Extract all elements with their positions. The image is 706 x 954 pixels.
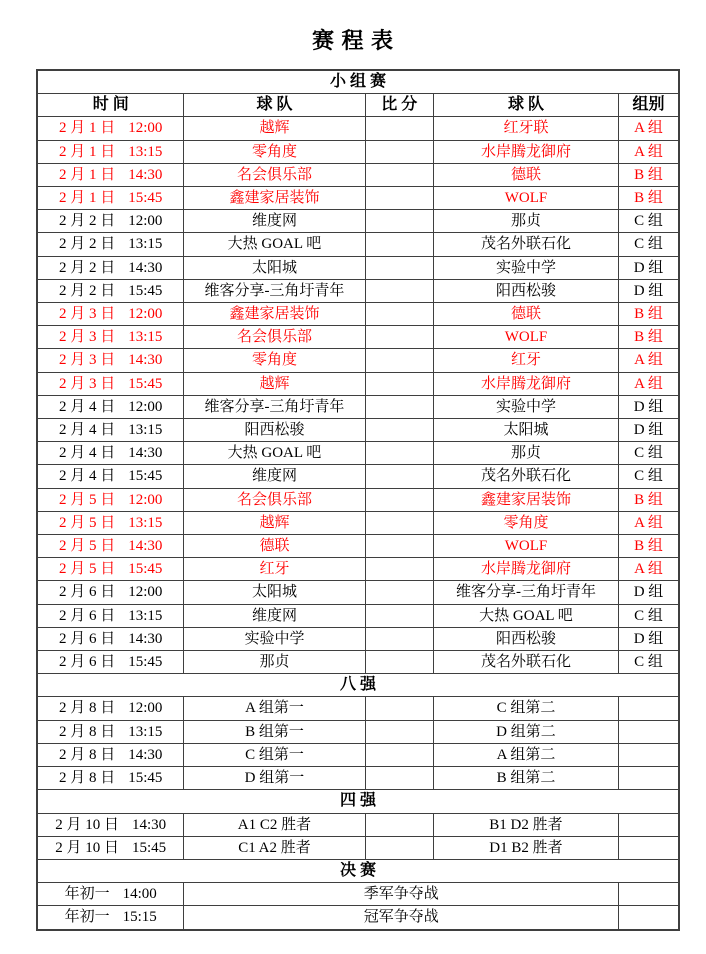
score-cell — [365, 233, 433, 256]
group-cell — [619, 906, 679, 930]
match-row — [37, 163, 679, 186]
match-date: 2 月 3 日 — [58, 352, 116, 369]
time-cell — [37, 419, 184, 442]
score-cell — [365, 419, 433, 442]
away-team-cell: 大热 GOAL 吧 — [433, 604, 618, 627]
page-title: 赛 程 表 — [311, 28, 394, 53]
match-title-cell: 冠军争夺战 — [184, 906, 619, 930]
home-team-cell: 名会俱乐部 — [184, 488, 365, 511]
match-title-cell: 季军争夺战 — [184, 883, 619, 906]
match-date: 2 月 4 日 — [58, 445, 116, 462]
group-cell: A 组 — [619, 511, 679, 534]
away-team-cell: 零角度 — [433, 511, 618, 534]
match-time: 15:45 — [128, 770, 163, 787]
score-cell — [365, 140, 433, 163]
match-date: 2 月 5 日 — [58, 514, 116, 531]
match-row — [37, 210, 679, 233]
time-cell — [37, 187, 184, 210]
match-row — [37, 836, 679, 859]
time-cell — [37, 906, 184, 930]
score-cell — [365, 326, 433, 349]
match-date: 2 月 3 日 — [58, 375, 116, 392]
home-team-cell: 维客分享-三角圩青年 — [184, 279, 365, 302]
match-date: 2 月 1 日 — [58, 166, 116, 183]
away-team-cell: 鑫建家居装饰 — [433, 488, 618, 511]
section-header-quarterfinals — [37, 674, 679, 697]
match-row — [37, 720, 679, 743]
score-cell — [365, 720, 433, 743]
score-cell — [365, 372, 433, 395]
group-cell: B 组 — [619, 326, 679, 349]
match-row — [37, 488, 679, 511]
away-team-cell: 阳西松骏 — [433, 627, 618, 650]
column-header-score: 比 分 — [365, 94, 433, 117]
score-cell — [365, 279, 433, 302]
score-cell — [365, 163, 433, 186]
match-row — [37, 465, 679, 488]
score-cell — [365, 210, 433, 233]
time-cell — [37, 743, 184, 766]
match-time: 14:30 — [128, 630, 163, 647]
time-cell — [37, 140, 184, 163]
time-cell — [37, 210, 184, 233]
away-team-cell: 实验中学 — [433, 256, 618, 279]
home-team-cell: A1 C2 胜者 — [184, 813, 365, 836]
group-cell: A 组 — [619, 558, 679, 581]
match-date: 2 月 1 日 — [58, 120, 116, 137]
home-team-cell: 鑫建家居装饰 — [184, 303, 365, 326]
group-cell — [619, 743, 679, 766]
score-cell — [365, 813, 433, 836]
match-time: 15:45 — [128, 190, 163, 207]
time-cell — [37, 627, 184, 650]
home-team-cell: 越辉 — [184, 511, 365, 534]
group-cell: C 组 — [619, 604, 679, 627]
match-time: 13:15 — [128, 143, 163, 160]
group-cell: C 组 — [619, 465, 679, 488]
away-team-cell: 水岸腾龙御府 — [433, 140, 618, 163]
away-team-cell: C 组第二 — [433, 697, 618, 720]
group-cell: B 组 — [619, 303, 679, 326]
match-time: 15:45 — [131, 839, 167, 856]
away-team-cell: 实验中学 — [433, 395, 618, 418]
score-cell — [365, 697, 433, 720]
section-header-label: 决 赛 — [37, 859, 679, 882]
time-cell — [37, 813, 184, 836]
match-time: 15:45 — [128, 468, 163, 485]
time-cell — [37, 558, 184, 581]
score-cell — [365, 535, 433, 558]
score-cell — [365, 743, 433, 766]
match-row — [37, 419, 679, 442]
match-row — [37, 140, 679, 163]
score-cell — [365, 488, 433, 511]
match-date: 2 月 5 日 — [58, 491, 116, 508]
score-cell — [365, 303, 433, 326]
home-team-cell: 零角度 — [184, 349, 365, 372]
column-header-row — [37, 94, 679, 117]
group-cell: D 组 — [619, 581, 679, 604]
match-row — [37, 651, 679, 674]
home-team-cell: 名会俱乐部 — [184, 326, 365, 349]
match-date: 2 月 8 日 — [58, 746, 116, 763]
match-row — [37, 279, 679, 302]
section-header-final — [37, 859, 679, 882]
time-cell — [37, 511, 184, 534]
match-date: 2 月 3 日 — [58, 329, 116, 346]
group-cell: D 组 — [619, 279, 679, 302]
group-cell: B 组 — [619, 187, 679, 210]
match-date: 2 月 2 日 — [58, 259, 116, 276]
time-cell — [37, 372, 184, 395]
time-cell — [37, 442, 184, 465]
time-cell — [37, 720, 184, 743]
group-cell: B 组 — [619, 535, 679, 558]
home-team-cell: D 组第一 — [184, 767, 365, 790]
match-date: 2 月 4 日 — [58, 468, 116, 485]
time-cell — [37, 256, 184, 279]
match-time: 14:30 — [128, 259, 163, 276]
match-date: 2 月 10 日 — [55, 816, 119, 833]
away-team-cell: WOLF — [433, 187, 618, 210]
column-header-time: 时 间 — [37, 94, 184, 117]
match-row — [37, 535, 679, 558]
time-cell — [37, 604, 184, 627]
time-cell — [37, 163, 184, 186]
away-team-cell: 维客分享-三角圩青年 — [433, 581, 618, 604]
time-cell — [37, 651, 184, 674]
column-header-group: 组别 — [619, 94, 679, 117]
time-cell — [37, 395, 184, 418]
time-cell — [37, 233, 184, 256]
match-row — [37, 303, 679, 326]
home-team-cell: 大热 GOAL 吧 — [184, 442, 365, 465]
score-cell — [365, 604, 433, 627]
away-team-cell: A 组第二 — [433, 743, 618, 766]
group-cell — [619, 836, 679, 859]
score-cell — [365, 187, 433, 210]
group-cell — [619, 767, 679, 790]
group-cell: D 组 — [619, 256, 679, 279]
match-time: 12:00 — [128, 306, 163, 323]
match-time: 15:15 — [122, 909, 157, 926]
away-team-cell: D 组第二 — [433, 720, 618, 743]
home-team-cell: 零角度 — [184, 140, 365, 163]
match-row — [37, 697, 679, 720]
match-date: 2 月 6 日 — [58, 607, 116, 624]
home-team-cell: 名会俱乐部 — [184, 163, 365, 186]
group-cell: A 组 — [619, 349, 679, 372]
home-team-cell: C1 A2 胜者 — [184, 836, 365, 859]
match-date: 2 月 8 日 — [58, 700, 116, 717]
away-team-cell: 茂名外联石化 — [433, 465, 618, 488]
match-time: 13:15 — [128, 514, 163, 531]
group-cell: D 组 — [619, 419, 679, 442]
time-cell — [37, 836, 184, 859]
match-date: 2 月 6 日 — [58, 584, 116, 601]
group-cell: D 组 — [619, 627, 679, 650]
group-cell: B 组 — [619, 163, 679, 186]
home-team-cell: 越辉 — [184, 372, 365, 395]
match-row — [37, 604, 679, 627]
home-team-cell: 德联 — [184, 535, 365, 558]
match-time: 14:30 — [128, 445, 163, 462]
time-cell — [37, 488, 184, 511]
home-team-cell: 维度网 — [184, 465, 365, 488]
away-team-cell: B 组第二 — [433, 767, 618, 790]
home-team-cell: 太阳城 — [184, 256, 365, 279]
match-date: 年初一 — [64, 909, 110, 926]
time-cell — [37, 303, 184, 326]
home-team-cell: 实验中学 — [184, 627, 365, 650]
home-team-cell: 鑫建家居装饰 — [184, 187, 365, 210]
match-time: 14:30 — [128, 352, 163, 369]
match-date: 2 月 10 日 — [55, 839, 119, 856]
column-header-team2: 球 队 — [433, 94, 618, 117]
home-team-cell: C 组第一 — [184, 743, 365, 766]
group-cell: A 组 — [619, 117, 679, 140]
match-date: 2 月 8 日 — [58, 770, 116, 787]
match-row — [37, 906, 679, 930]
section-header-label: 四 强 — [37, 790, 679, 813]
match-row — [37, 813, 679, 836]
match-time: 13:15 — [128, 422, 163, 439]
column-header-team1: 球 队 — [184, 94, 365, 117]
match-date: 年初一 — [64, 886, 110, 903]
away-team-cell: 红牙 — [433, 349, 618, 372]
score-cell — [365, 627, 433, 650]
match-time: 12:00 — [128, 398, 163, 415]
match-row — [37, 326, 679, 349]
match-time: 14:30 — [128, 746, 163, 763]
score-cell — [365, 395, 433, 418]
match-row — [37, 117, 679, 140]
time-cell — [37, 349, 184, 372]
match-row — [37, 187, 679, 210]
score-cell — [365, 511, 433, 534]
group-cell: C 组 — [619, 442, 679, 465]
time-cell — [37, 535, 184, 558]
match-row — [37, 581, 679, 604]
home-team-cell: 那贞 — [184, 651, 365, 674]
match-row — [37, 349, 679, 372]
section-header-label: 小 组 赛 — [37, 70, 679, 94]
match-date: 2 月 1 日 — [58, 143, 116, 160]
match-time: 12:00 — [128, 700, 163, 717]
match-row — [37, 256, 679, 279]
schedule-table — [36, 69, 680, 931]
match-time: 13:15 — [128, 236, 163, 253]
away-team-cell: B1 D2 胜者 — [433, 813, 618, 836]
match-time: 15:45 — [128, 654, 163, 671]
group-cell — [619, 720, 679, 743]
score-cell — [365, 558, 433, 581]
time-cell — [37, 465, 184, 488]
match-time: 13:15 — [128, 723, 163, 740]
home-team-cell: 大热 GOAL 吧 — [184, 233, 365, 256]
match-time: 12:00 — [128, 491, 163, 508]
section-header-label: 八 强 — [37, 674, 679, 697]
match-date: 2 月 6 日 — [58, 630, 116, 647]
match-time: 13:15 — [128, 607, 163, 624]
home-team-cell: 越辉 — [184, 117, 365, 140]
match-time: 14:30 — [128, 166, 163, 183]
score-cell — [365, 651, 433, 674]
match-date: 2 月 8 日 — [58, 723, 116, 740]
group-cell — [619, 883, 679, 906]
match-time: 14:00 — [122, 886, 157, 903]
score-cell — [365, 581, 433, 604]
away-team-cell: 红牙联 — [433, 117, 618, 140]
match-row — [37, 395, 679, 418]
match-date: 2 月 5 日 — [58, 561, 116, 578]
match-date: 2 月 6 日 — [58, 654, 116, 671]
home-team-cell: 红牙 — [184, 558, 365, 581]
match-date: 2 月 2 日 — [58, 282, 116, 299]
home-team-cell: 阳西松骏 — [184, 419, 365, 442]
section-header-semifinals — [37, 790, 679, 813]
match-row — [37, 372, 679, 395]
match-date: 2 月 5 日 — [58, 538, 116, 555]
score-cell — [365, 465, 433, 488]
away-team-cell: 茂名外联石化 — [433, 233, 618, 256]
group-cell: D 组 — [619, 395, 679, 418]
away-team-cell: 德联 — [433, 303, 618, 326]
score-cell — [365, 349, 433, 372]
score-cell — [365, 256, 433, 279]
group-cell: A 组 — [619, 372, 679, 395]
group-cell: A 组 — [619, 140, 679, 163]
away-team-cell: 那贞 — [433, 442, 618, 465]
match-time: 14:30 — [128, 538, 163, 555]
time-cell — [37, 279, 184, 302]
match-row — [37, 558, 679, 581]
away-team-cell: 茂名外联石化 — [433, 651, 618, 674]
match-date: 2 月 2 日 — [58, 213, 116, 230]
match-time: 15:45 — [128, 375, 163, 392]
away-team-cell: 太阳城 — [433, 419, 618, 442]
match-date: 2 月 3 日 — [58, 306, 116, 323]
home-team-cell: 维度网 — [184, 604, 365, 627]
group-cell — [619, 697, 679, 720]
match-date: 2 月 4 日 — [58, 422, 116, 439]
match-row — [37, 743, 679, 766]
match-row — [37, 511, 679, 534]
group-cell: B 组 — [619, 488, 679, 511]
home-team-cell: B 组第一 — [184, 720, 365, 743]
time-cell — [37, 697, 184, 720]
section-header-group-stage — [37, 70, 679, 94]
match-time: 12:00 — [128, 584, 163, 601]
score-cell — [365, 117, 433, 140]
away-team-cell: 阳西松骏 — [433, 279, 618, 302]
match-row — [37, 883, 679, 906]
home-team-cell: 维度网 — [184, 210, 365, 233]
match-time: 12:00 — [128, 213, 163, 230]
match-row — [37, 233, 679, 256]
home-team-cell: 太阳城 — [184, 581, 365, 604]
away-team-cell: D1 B2 胜者 — [433, 836, 618, 859]
away-team-cell: WOLF — [433, 326, 618, 349]
score-cell — [365, 442, 433, 465]
time-cell — [37, 326, 184, 349]
match-date: 2 月 4 日 — [58, 398, 116, 415]
match-row — [37, 442, 679, 465]
match-row — [37, 767, 679, 790]
time-cell — [37, 581, 184, 604]
match-date: 2 月 2 日 — [58, 236, 116, 253]
away-team-cell: 水岸腾龙御府 — [433, 372, 618, 395]
group-cell: C 组 — [619, 210, 679, 233]
away-team-cell: WOLF — [433, 535, 618, 558]
match-date: 2 月 1 日 — [58, 190, 116, 207]
score-cell — [365, 836, 433, 859]
home-team-cell: 维客分享-三角圩青年 — [184, 395, 365, 418]
time-cell — [37, 117, 184, 140]
match-row — [37, 627, 679, 650]
away-team-cell: 水岸腾龙御府 — [433, 558, 618, 581]
group-cell: C 组 — [619, 233, 679, 256]
away-team-cell: 那贞 — [433, 210, 618, 233]
score-cell — [365, 767, 433, 790]
away-team-cell: 德联 — [433, 163, 618, 186]
group-cell: C 组 — [619, 651, 679, 674]
match-time: 12:00 — [128, 120, 163, 137]
match-time: 13:15 — [128, 329, 163, 346]
home-team-cell: A 组第一 — [184, 697, 365, 720]
group-cell — [619, 813, 679, 836]
time-cell — [37, 883, 184, 906]
time-cell — [37, 767, 184, 790]
match-time: 15:45 — [128, 282, 163, 299]
match-time: 15:45 — [128, 561, 163, 578]
match-time: 14:30 — [131, 816, 167, 833]
